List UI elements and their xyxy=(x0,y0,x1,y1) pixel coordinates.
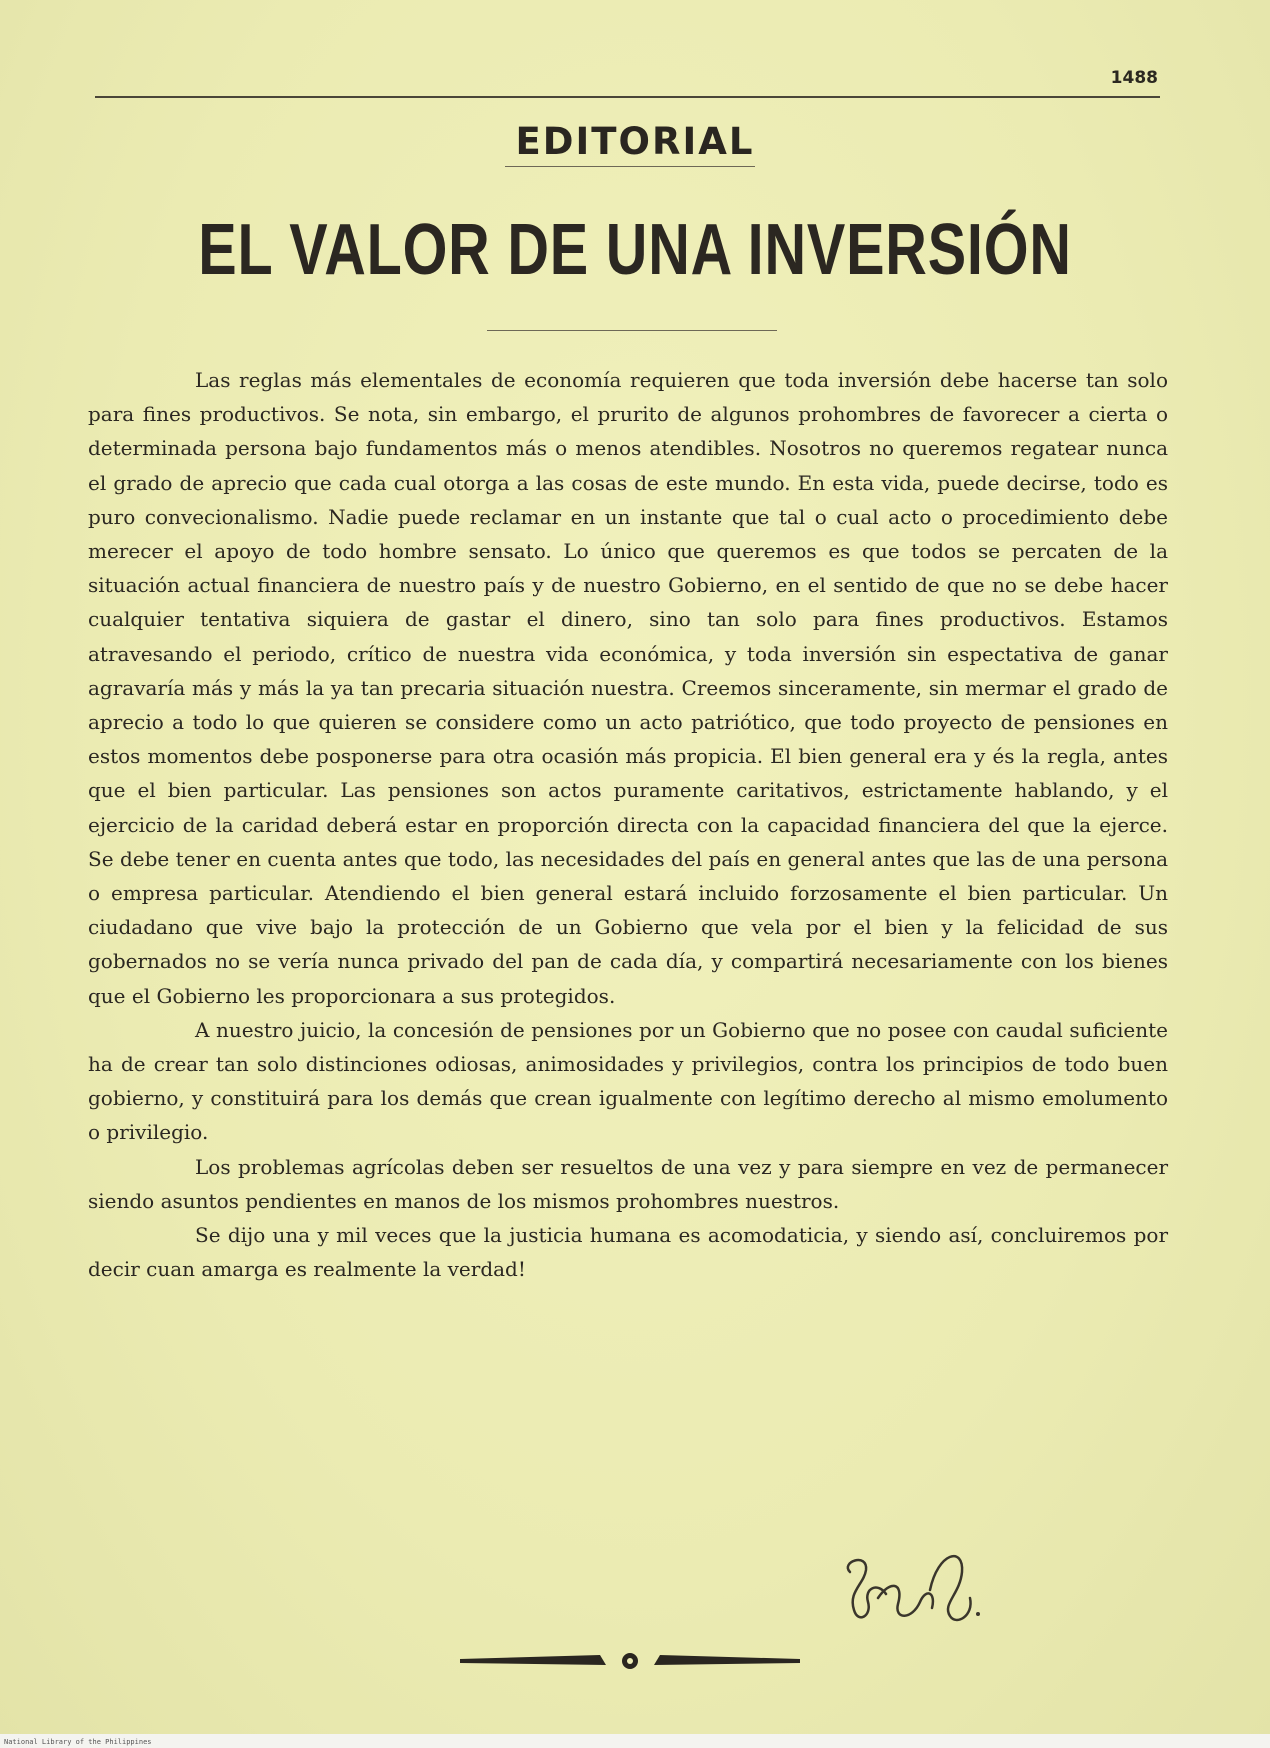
closing-ornament xyxy=(460,1645,800,1675)
article-body xyxy=(88,363,1168,1286)
scan-bottom-edge xyxy=(0,1734,1270,1748)
article-paragraph-1: Las reglas más elementales de economía requieren que toda inversión debe hacerse tan solo para fines productivos. Se nota, sin embargo, el prurito de algunos prohombres de favorecer a cierta o determinada persona bajo fundamentos más o menos atendibles. Nosotros no queremos regatear nunca el grado de aprecio que cada cual otorga a las cosas de este mundo. En esta vida, puede decirse, todo es puro convecionalismo. Nadie puede reclamar en un instante que tal o cual acto o procedimiento debe merecer el apoyo de todo hombre sensato. Lo único que queremos es que todos se percaten de la situación actual financiera de nuestro país y de nuestro Gobierno, en el sentido de que no se debe hacer cualquier tentativa siquiera de gastar el dinero, sino tan solo para fines productivos. Estamos atravesando el periodo, crítico de nuestra vida económica, y toda inversión sin espectativa de ganar agravaría más y más la ya tan precaria situación nuestra. Creemos sinceramente, sin mermar el grado de aprecio a todo lo que quieren se considere como un acto patriótico, que todo proyecto de pensiones en estos momentos debe posponerse para otra ocasión más propicia. El bien general era y és la regla, antes que el bien particular. Las pensiones son actos puramente caritativos, estrictamente hablando, y el ejercicio de la caridad deberá estar en proporción directa con la capacidad financiera del que la ejerce. Se debe tener en cuenta antes que todo, las necesidades del país en general antes que las de una persona o empresa particular. Atendiendo el bien general estará incluido forzosamente el bien particular. Un ciudadano que vive bajo la protección de un Gobierno que vela por el bien y la felicidad de sus gobernados no se vería nunca privado del pan de cada día, y compartirá necesariamente con los bienes que el Gobierno les proporcionara a sus protegidos. xyxy=(88,368,1168,1008)
author-signature xyxy=(838,1532,998,1652)
article-paragraph-4: Se dijo una y mil veces que la justicia humana es acomodaticia, y siendo así, concluiremos por decir cuan amarga es realmente la verdad! xyxy=(88,1223,1168,1282)
section-title-underline xyxy=(505,166,755,167)
headline-rule xyxy=(487,330,777,331)
page-number: 1488 xyxy=(1110,68,1158,88)
section-title: EDITORIAL xyxy=(515,120,755,163)
library-credit: National Library of the Philippines xyxy=(4,1738,152,1746)
article-paragraph-3: Los problemas agrícolas deben ser resueltos de una vez y para siempre en vez de permanecer siendo asuntos pendientes en manos de los mismos prohombres nuestros. xyxy=(88,1154,1168,1213)
top-rule xyxy=(95,96,1160,98)
article-headline: EL VALOR DE UNA INVERSIÓN xyxy=(198,210,1072,290)
article-paragraph-2: A nuestro juicio, la concesión de pensiones por un Gobierno que no posee con caudal suficiente ha de crear tan solo distinciones odiosas, animosidades y privilegios, contra los principios de todo buen gobierno, y constituirá para los demás que crean igualmente con legítimo derecho al mismo emolumento o privilegio. xyxy=(88,1017,1168,1145)
